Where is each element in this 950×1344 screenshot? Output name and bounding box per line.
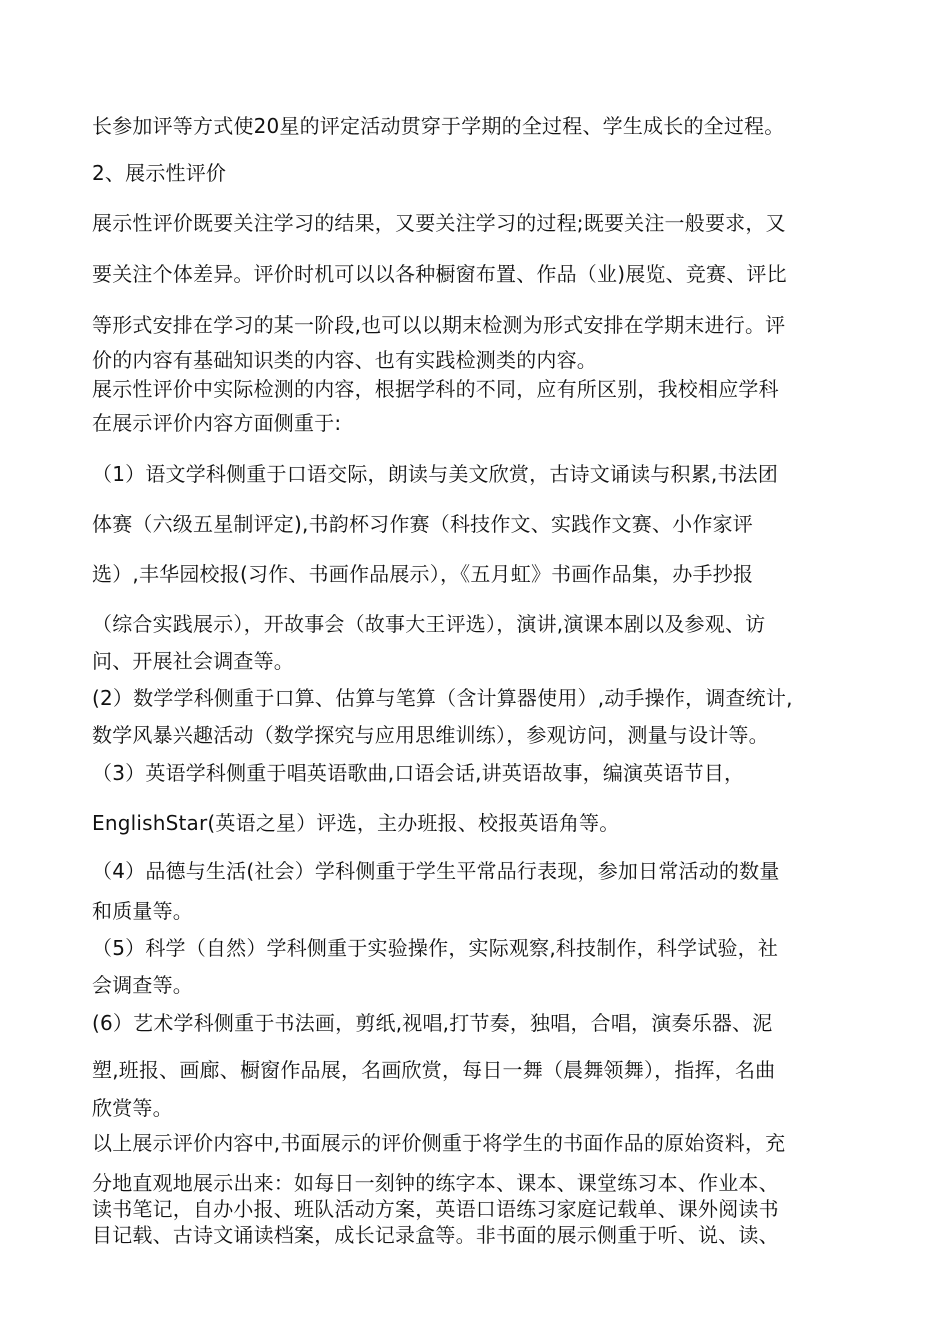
text-line: 分地直观地展示出来：如每日一刻钟的练字本、课本、课堂练习本、作业本、 [92,1171,779,1195]
text-line: EnglishStar(英语之星）评选，主办班报、校报英语角等。 [92,811,620,835]
text-line: 塑,班报、画廊、橱窗作品展，名画欣赏，每日一舞（晨舞领舞），指挥，名曲 [92,1058,776,1082]
text-line: （3）英语学科侧重于唱英语歌曲,口语会话,讲英语故事，编演英语节目， [92,761,745,785]
text-line: （1）语文学科侧重于口语交际，朗读与美文欣赏，古诗文诵读与积累,书法团 [92,462,779,486]
text-line: （5）科学（自然）学科侧重于实验操作，实际观察,科技制作，科学试验，社 [92,936,779,960]
text-line: 目记载、古诗文诵读档案，成长记录盒等。非书面的展示侧重于听、说、读、 [92,1223,779,1247]
text-line: 以上展示评价内容中,书面展示的评价侧重于将学生的书面作品的原始资料，充 [92,1131,786,1155]
text-line: 长参加评等方式使20星的评定活动贯穿于学期的全过程、学生成长的全过程。 [92,114,785,138]
text-line: 展示性评价中实际检测的内容，根据学科的不同，应有所区别，我校相应学科 [92,377,779,401]
text-line: 展示性评价既要关注学习的结果，又要关注学习的过程;既要关注一般要求，又 [92,211,786,235]
text-line: 在展示评价内容方面侧重于: [92,411,342,435]
text-line: （综合实践展示），开故事会（故事大王评选），演讲,演课本剧以及参观、访 [92,612,766,636]
text-line: 选）,丰华园校报(习作、书画作品展示），《五月虹》书画作品集，办手抄报 [92,562,754,586]
text-line: 读书笔记，自办小报、班队活动方案，英语口语练习家庭记载单、课外阅读书 [92,1197,779,1221]
text-line: (6）艺术学科侧重于书法画，剪纸,视唱,打节奏，独唱，合唱，演奏乐器、泥 [92,1011,773,1035]
section-heading: 2、展示性评价 [92,161,227,185]
text-line: 体赛（六级五星制评定),书韵杯习作赛（科技作文、实践作文赛、小作家评 [92,512,753,536]
text-line: 欣赏等。 [92,1096,173,1120]
text-line: (2）数学学科侧重于口算、估算与笔算（含计算器使用）,动手操作，调查统计, [92,686,793,710]
text-line: 问、开展社会调查等。 [92,649,294,673]
text-line: 和质量等。 [92,899,193,923]
text-line: 价的内容有基础知识类的内容、也有实践检测类的内容。 [92,348,597,372]
text-line: （4）品德与生活(社会）学科侧重于学生平常品行表现，参加日常活动的数量 [92,859,780,883]
text-line: 数学风暴兴趣活动（数学探究与应用思维训练），参观访问，测量与设计等。 [92,723,769,747]
text-line: 等形式安排在学习的某一阶段,也可以以期末检测为形式安排在学期末进行。评 [92,313,786,337]
text-line: 会调查等。 [92,973,193,997]
text-line: 要关注个体差异。评价时机可以以各种橱窗布置、作品（业)展览、竞赛、评比 [92,262,787,286]
